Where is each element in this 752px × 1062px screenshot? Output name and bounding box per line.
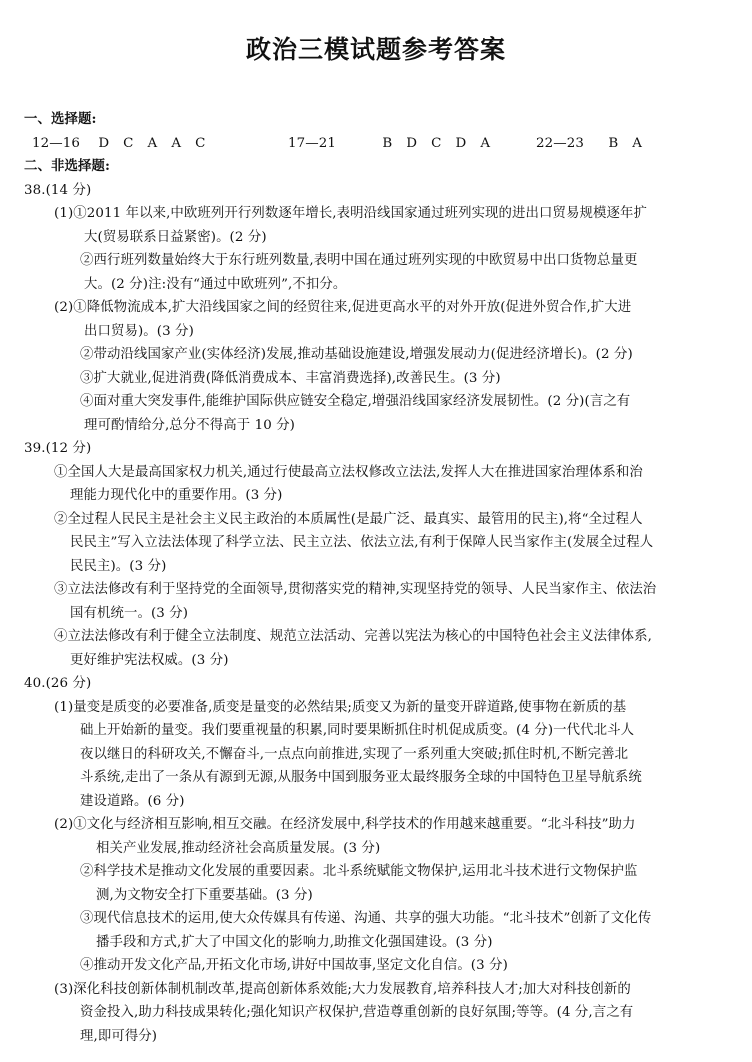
answer-line: 建设道路。(6 分) [80, 793, 185, 809]
answer-line: 理能力现代化中的重要作用。(3 分) [70, 488, 283, 503]
answer-line: ②科学技术是推动文化发展的重要因素。北斗系统赋能文物保护,运用北斗技术进行文物保护监 [80, 864, 638, 879]
answer-line: ②全过程人民民主是社会主义民主政治的本质属性(是最广泛、最真实、最管用的民主),将“全过程人 [54, 511, 643, 527]
question-38-heading: 38.(14 分) [24, 182, 92, 198]
choice-answer: C [195, 135, 206, 151]
answer-line: 相关产业发展,推动经济社会高质量发展。(3 分) [96, 840, 381, 856]
choice-answers-row [24, 132, 736, 156]
answer-line: 斗系统,走出了一条从有源到无源,从服务中国到服务亚太最终服务全球的中国特色卫星导航系统 [80, 770, 642, 785]
answer-line: (2)①文化与经济相互影响,相互交融。在经济发展中,科学技术的作用越来越重要。“北斗科技”助力 [54, 817, 636, 832]
answer-line: (1)量变是质变的必要准备,质变是量变的必然结果;质变又为新的量变开辟道路,使事物在新质的基 [54, 699, 627, 715]
choice-group [288, 132, 504, 156]
answer-line: 础上开始新的量变。我们要重视量的积累,同时要果断抓住时机促成质变。(4 分)一代代北斗人 [80, 723, 635, 738]
answer-line: 夜以继日的科研攻关,不懈奋斗,一点点向前推进,实现了一系列重大突破;抓住时机,不断完善北 [80, 746, 629, 762]
answer-line: 国有机统一。(3 分) [70, 605, 189, 621]
answer-line: (2)①降低物流成本,扩大沿线国家之间的经贸往来,促进更高水平的对外开放(促进外贸合作,扩大进 [54, 300, 632, 315]
choice-group [536, 132, 656, 156]
answer-content [24, 108, 736, 1048]
choice-answer: C [123, 135, 134, 151]
choice-answer: A [632, 135, 643, 151]
answer-line: 大(贸易联系日益紧密)。(2 分) [84, 229, 267, 245]
answer-line: ③现代信息技术的运用,使大众传媒具有传递、沟通、共享的强大功能。“北斗技术”创新了文化传 [80, 911, 652, 926]
question-39-heading: 39.(12 分) [24, 441, 92, 456]
choice-group [32, 132, 219, 156]
answer-line: 出口贸易)。(3 分) [84, 323, 194, 339]
answer-line: ①全国人大是最高国家权力机关,通过行使最高立法权修改立法法,发挥人大在推进国家治理体系和治 [54, 464, 643, 480]
answer-line: 民民主”写入立法法体现了科学立法、民主立法、依法立法,有利于保障人民当家作主(发展全过程人 [70, 535, 654, 550]
choice-answer: A [480, 135, 491, 151]
choice-answer: B [608, 135, 619, 151]
section-heading-nonchoice: 二、非选择题: [24, 158, 110, 174]
answer-line: 测,为文物安全打下重要基础。(3 分) [96, 887, 313, 903]
answer-line: 理,即可得分) [80, 1028, 158, 1044]
choice-range: 22—23 [536, 135, 584, 151]
answer-line: 播手段和方式,扩大了中国文化的影响力,助推文化强国建设。(3 分) [96, 934, 493, 950]
question-40-heading: 40.(26 分) [24, 676, 92, 691]
choice-answer: C [431, 135, 442, 151]
choice-answer: A [147, 135, 158, 151]
choice-answer: D [455, 135, 467, 151]
answer-line: 大。(2 分)注:没有“通过中欧班列”,不扣分。 [84, 276, 347, 292]
answer-line: ③立法法修改有利于坚持党的全面领导,贯彻落实党的精神,实现坚持党的领导、人民当家作主、依法治 [54, 582, 657, 597]
page-title: 政治三模试题参考答案 [245, 35, 506, 64]
choice-answer: A [171, 135, 182, 151]
answer-line: (3)深化科技创新体制机制改革,提高创新体系效能;大力发展教育,培养科技人才;加大对科技创新的 [54, 981, 631, 997]
answer-line: 更好维护宪法权威。(3 分) [70, 652, 229, 668]
choice-answer: D [98, 135, 110, 151]
answer-line: 资金投入,助力科技成果转化;强化知识产权保护,营造尊重创新的良好氛围;等等。(4 分,言之有 [80, 1005, 634, 1020]
answer-line: (1)①2011 年以来,中欧班列开行列数逐年增长,表明沿线国家通过班列实现的进出口贸易规模逐年扩 [54, 206, 647, 221]
answer-line: ③扩大就业,促进消费(降低消费成本、丰富消费选择),改善民生。(3 分) [80, 370, 501, 386]
choice-answer: B [382, 135, 393, 151]
choice-range: 17—21 [288, 135, 336, 151]
answer-line: ②西行班列数量始终大于东行班列数量,表明中国在通过班列实现的中欧贸易中出口货物总量更 [80, 253, 638, 268]
answer-line: ④立法法修改有利于健全立法制度、规范立法活动、完善以宪法为核心的中国特色社会主义法律体系, [54, 629, 652, 644]
answer-line: ④推动开发文化产品,开拓文化市场,讲好中国故事,坚定文化自信。(3 分) [80, 958, 508, 973]
answer-line: 民民主)。(3 分) [70, 558, 167, 574]
choice-answer: D [406, 135, 418, 151]
answer-line: ④面对重大突发事件,能维护国际供应链安全稳定,增强沿线国家经济发展韧性。(2 分)(言之有 [80, 394, 631, 409]
choice-range: 12—16 [32, 135, 80, 151]
answer-line: ②带动沿线国家产业(实体经济)发展,推动基础设施建设,增强发展动力(促进经济增长)。(2 分) [80, 347, 633, 362]
section-heading-choice: 一、选择题: [24, 111, 97, 127]
answer-line: 理可酌情给分,总分不得高于 10 分) [84, 417, 296, 433]
